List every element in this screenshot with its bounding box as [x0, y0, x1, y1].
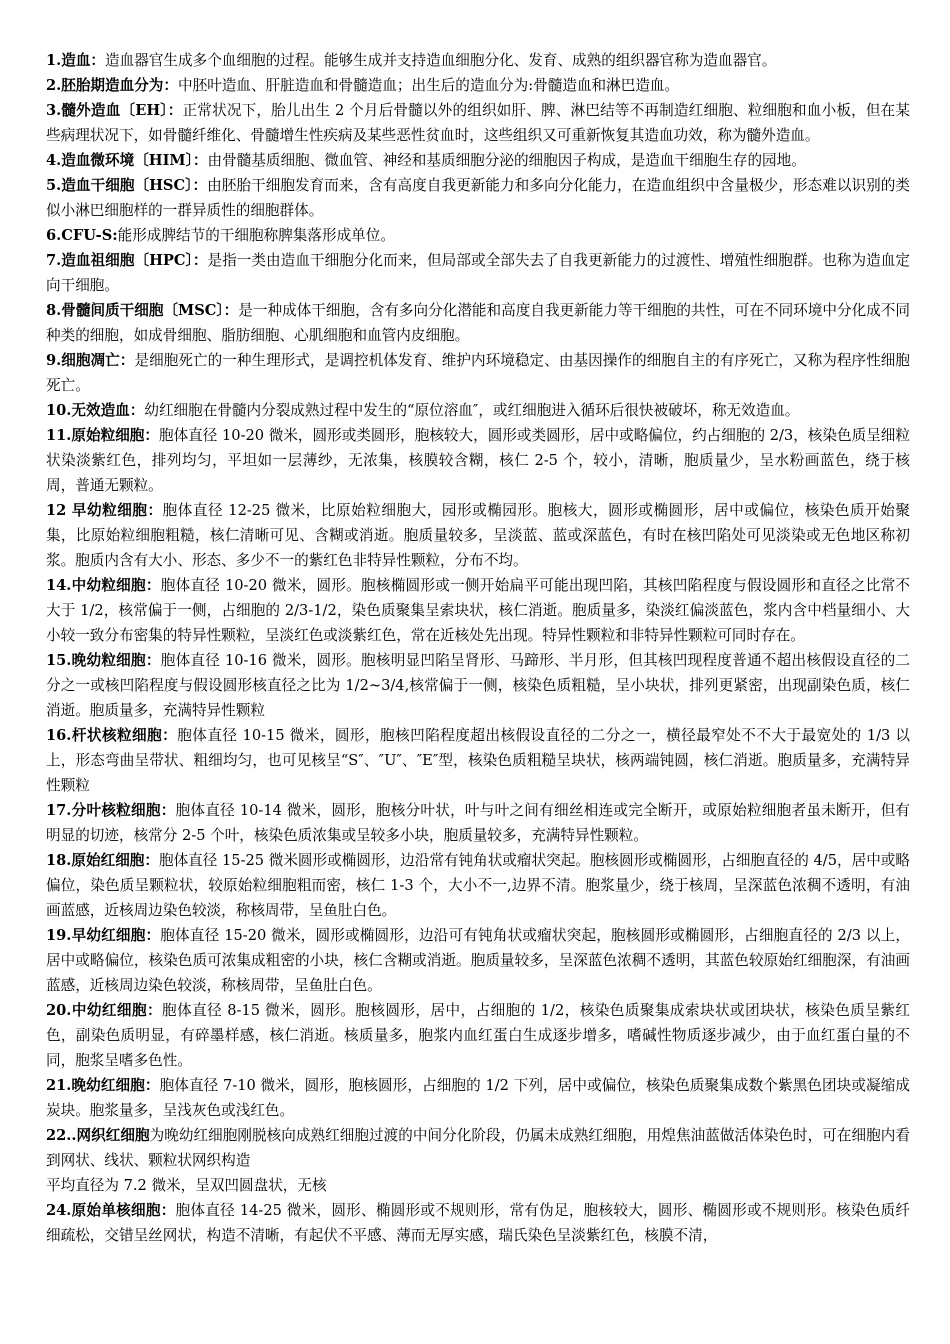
definition-entry — [46, 1123, 910, 1173]
entry-term: 17.分叶核粒细胞： — [46, 802, 176, 819]
definition-entry — [46, 648, 910, 723]
definition-entry — [46, 923, 910, 998]
definition-entry — [46, 848, 910, 923]
entry-term: 19.早幼红细胞： — [46, 927, 161, 944]
definition-entry — [46, 173, 910, 223]
definition-entry — [46, 223, 910, 248]
entry-text: 为晚幼红细胞刚脱核向成熟红细胞过渡的中间分化阶段，仍属未成熟红细胞，用煌焦油蓝做活体染色时，可在细胞内看到网状、线状、颗粒状网织构造 — [46, 1127, 910, 1169]
entry-term: 1.造血： — [46, 52, 106, 69]
entry-term: 5.造血干细胞〔HSC〕： — [46, 177, 208, 194]
entry-term: 4.造血微环境〔HIM〕： — [46, 152, 208, 169]
definition-entry — [46, 248, 910, 298]
entry-term: 11.原始粒细胞： — [46, 427, 159, 444]
entry-text: 平均直径为 7.2 微米，呈双凹圆盘状，无核 — [46, 1177, 327, 1194]
definition-entry — [46, 723, 910, 798]
entry-text: 造血器官生成多个血细胞的过程。能够生成并支持造血细胞分化、发育、成熟的组织器官称为造血器官。 — [105, 52, 777, 69]
definition-entry — [46, 398, 910, 423]
definition-entry — [46, 573, 910, 648]
entry-text: 胞体直径 10-14 微米，圆形，胞核分叶状，叶与叶之间有细丝相连或完全断开，或原始粒细胞者虽未断开，但有明显的切迹，核常分 2-5 个叶，核染色质浓集或呈较多小块，胞质量较多，充满特异性颗粒。 — [46, 802, 911, 844]
definition-entry — [46, 798, 910, 848]
entry-term: 21.晚幼红细胞： — [46, 1077, 160, 1094]
entry-text: 胞体直径 14-25 微米，圆形、椭圆形或不规则形，常有伪足，胞核较大，圆形、椭圆形或不规则形。核染色质纤细疏松，交错呈丝网状，构造不清晰，有起伏不平感、薄而无厚实感，瑞氏染色呈淡紫红色，核膜不清， — [46, 1202, 911, 1244]
entry-text: 胞体直径 15-20 微米，圆形或椭圆形，边沿可有钝角状或瘤状突起，胞核圆形或椭圆形，占细胞直径的 2/3 以上，居中或略偏位，核染色质可浓集成粗密的小块，核仁含糊或消逝。胞质量较多，呈深蓝色浓稠不透明，其蓝色较原始红细胞深，有油画蓝感，近核周边染色较淡，称核周带，呈鱼肚白色。 — [46, 927, 911, 994]
entry-term: 6.CFU-S: — [46, 227, 118, 244]
entry-text: 幼红细胞在骨髓内分裂成熟过程中发生的“原位溶血″，或红细胞进入循环后很快被破坏，称无效造血。 — [144, 402, 800, 419]
entry-term: 20.中幼红细胞： — [46, 1002, 163, 1019]
entry-term: 15.晚幼粒细胞： — [46, 652, 161, 669]
definition-entry — [46, 498, 910, 573]
entry-text: 是一种成体干细胞，含有多向分化潜能和高度自我更新能力等干细胞的共性，可在不同环境中分化成不同种类的细胞，如成骨细胞、脂肪细胞、心肌细胞和血管内皮细胞。 — [46, 302, 910, 344]
definition-entry — [46, 73, 910, 98]
entry-term: 2.胚胎期造血分为： — [46, 77, 178, 94]
definition-entry — [46, 423, 910, 498]
entry-term: 16.杆状核粒细胞： — [46, 727, 178, 744]
entry-term: 12 早幼粒细胞： — [46, 502, 163, 519]
definition-entry — [46, 1198, 910, 1248]
entry-text: 胞体直径 7-10 微米，圆形，胞核圆形，占细胞的 1/2 下列，居中或偏位，核染色质聚集成数个紫黑色团块或凝缩成炭块。胞浆量多，呈浅灰色或浅红色。 — [46, 1077, 911, 1119]
entry-text: 胞体直径 10-15 微米，圆形，胞核凹陷程度超出核假设直径的二分之一，横径最窄处不不大于最宽处的 1/3 以上，形态弯曲呈带状、粗细均匀，也可见核呈“S″、″U″、″E″型，核染色质粗糙呈块状，核两端钝圆，核仁消逝。胞质量多，充满特异性颗粒 — [46, 727, 911, 794]
entry-text: 能形成脾结节的干细胞称脾集落形成单位。 — [117, 227, 395, 244]
entry-text: 是指一类由造血干细胞分化而来，但局部或全部失去了自我更新能力的过渡性、增殖性细胞群。也称为造血定向干细胞。 — [46, 252, 910, 294]
definition-entry — [46, 148, 910, 173]
entry-text: 是细胞死亡的一种生理形式，是调控机体发育、维护内环境稳定、由基因操作的细胞自主的有序死亡，又称为程序性细胞死亡。 — [46, 352, 910, 394]
entry-text: 胞体直径 10-20 微米，圆形。胞核椭圆形或一侧开始扁平可能出现凹陷，其核凹陷程度与假设圆形和直径之比常不大于 1/2，核常偏于一侧，占细胞的 2/3-1/2，染色质聚集呈索块状，核仁消逝。胞质量多，染淡红偏淡蓝色，浆内含中档量细小、大小较一致分布密集的特异性颗粒，呈淡红色或淡紫红色，常在近核处先出现。特异性颗粒和非特异性颗粒可同时存在。 — [46, 577, 911, 644]
entry-text: 胞体直径 15-25 微米圆形或椭圆形，边沿常有钝角状或瘤状突起。胞核圆形或椭圆形，占细胞直径的 4/5，居中或略偏位，染色质呈颗粒状，较原始粒细胞粗而密，核仁 1-3 个，大小不一,边界不清。胞浆量少，绕于核周，呈深蓝色浓稠不透明，有油画蓝感，近核周边染色较淡，称核周带，呈鱼肚白色。 — [46, 852, 910, 919]
definition-entry — [46, 1173, 910, 1198]
definition-entry — [46, 998, 910, 1073]
entry-text: 胞体直径 10-20 微米，圆形或类圆形，胞核较大，圆形或类圆形，居中或略偏位，约占细胞的 2/3，核染色质呈细粒状染淡紫红色，排列均匀，平坦如一层薄纱，无浓集，核膜较含糊，核仁 2-5 个，较小，清晰，胞质量少，呈水粉画蓝色，绕于核周，普通无颗粒。 — [46, 427, 910, 494]
entry-term: 22..网织红细胞 — [46, 1127, 150, 1144]
entry-term: 8.骨髓间质干细胞〔MSC〕： — [46, 302, 239, 319]
definition-entry — [46, 48, 910, 73]
entry-text: 由骨髓基质细胞、微血管、神经和基质细胞分泌的细胞因子构成，是造血干细胞生存的园地。 — [207, 152, 806, 169]
entry-term: 24.原始单核细胞： — [46, 1202, 176, 1219]
entry-term: 10.无效造血： — [46, 402, 145, 419]
entry-text: 胞体直径 12-25 微米，比原始粒细胞大，园形或椭园形。胞核大，圆形或椭圆形，居中或偏位，核染色质开始聚集，比原始粒细胞粗糙，核仁清晰可见、含糊或消逝。胞质量较多，呈淡蓝、蓝或深蓝色，有时在核凹陷处可见淡染或无色地区称初浆。胞质内含有大小、形态、多少不一的紫红色非特异性颗粒，分布不均。 — [46, 502, 911, 569]
definition-entry — [46, 1073, 910, 1123]
entry-text: 中胚叶造血、肝脏造血和骨髓造血；出生后的造血分为:骨髓造血和淋巴造血。 — [178, 77, 680, 94]
entry-term: 18.原始红细胞： — [46, 852, 159, 869]
entry-term: 3.髓外造血〔EH〕： — [46, 102, 183, 119]
definition-entry — [46, 348, 910, 398]
entry-term: 14.中幼粒细胞： — [46, 577, 161, 594]
entry-term: 9.细胞凋亡： — [46, 352, 135, 369]
entry-term: 7.造血祖细胞〔HPC〕： — [46, 252, 208, 269]
entry-text: 胞体直径 8-15 微米，圆形。胞核圆形，居中，占细胞的 1/2，核染色质聚集成索块状或团块状，核染色质呈紫红色，副染色质明显，有碎墨样感，核仁消逝。核质量多，胞浆内血红蛋白生成逐步增多，嗜碱性物质逐步减少，由于血红蛋白量的不同，胞浆呈嗜多色性。 — [46, 1002, 910, 1069]
entry-text: 胞体直径 10-16 微米，圆形。胞核明显凹陷呈肾形、马蹄形、半月形，但其核凹现程度普通不超出核假设直径的二分之一或核凹陷程度与假设圆形核直径之比为 1/2~3/4,核常偏于一侧，核染色质粗糙，呈小块状，排列更紧密，出现副染色质，核仁消逝。胞质量多，充满特异性颗粒 — [46, 652, 911, 719]
entry-text: 正常状况下，胎儿出生 2 个月后骨髓以外的组织如肝、脾、淋巴结等不再制造红细胞、粒细胞和血小板，但在某些病理状况下，如骨髓纤维化、骨髓增生性疾病及某些恶性贫血时，这些组织又可重新恢复其造血功效，称为髓外造血。 — [46, 102, 910, 144]
entry-text: 由胚胎干细胞发育而来，含有高度自我更新能力和多向分化能力，在造血组织中含量极少，形态难以识别的类似小淋巴细胞样的一群异质性的细胞群体。 — [46, 177, 910, 219]
definition-entry — [46, 98, 910, 148]
definition-entry — [46, 298, 910, 348]
